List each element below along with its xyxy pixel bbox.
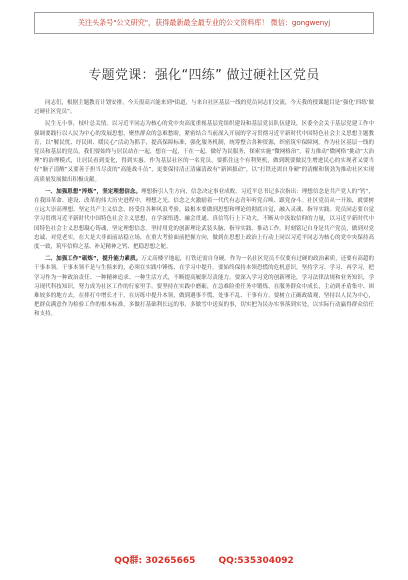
paragraph-intro: 同志们，根据主题教育计划安排，今天很高兴能来到*街道，与来自社区基层一线的党员同志们交流，今天我的授课题目是“强化‘四练’做过硬社区党员”。 (34, 100, 374, 116)
section-2-body: 万丈高楼平地起，打铁还需自身硬。作为一名社区党员不仅要有过硬的政治素质，还要有高超的干事本领。干事本领不是与生俱来的，必须在实践中锤炼、在学习中提升。要始终保持本领恐慌的危机意识，坚持学习、学习、再学习，把学习作为一种政治责任、一种精神追求、一种生活方式，不断提高履职尽责能力。要深入学习党的创新理论，学习法律法规和业务知识，学习现代科技知识，努力成为社区工作的行家里手。要坚持在实践中磨砺，在急难险重任务中锻炼，在服务群众中成长，主动到矛盾集中、困难较多的地方去，在摔打中增长才干，在历练中提升本领，做到遇事不慌、处事不乱、干事有方。要树立正确政绩观，坚持以人民为中心，把群众满意作为检验工作的根本标准，多做打基础利长远的事，多做雪中送炭的事，切实把为民办实事落到实处，以实际行动赢得群众信任和支持。 (34, 256, 374, 318)
document-title: 专题党课：强化“四练” 做过硬社区党员 (88, 68, 320, 83)
footer-qq-group: QQ群: 30265665 (114, 556, 196, 566)
top-banner (34, 12, 374, 34)
section-2 (34, 255, 374, 319)
section-1-heading: 一、加强思想“淬炼”，坚定理想信念。 (45, 188, 141, 195)
section-1 (34, 188, 374, 252)
banner-text: 关注头条号"公文研究"，获得最新最全最专业的公文资料库！ 微信：gongwenyj (77, 18, 331, 27)
document-body (34, 58, 374, 323)
section-2-heading: 二、加强工作“砺炼”，提升能力素质。 (45, 256, 142, 263)
footer-qq: QQ:535304092 (218, 556, 294, 566)
footer-contact (0, 553, 408, 566)
paragraph-background: 民生无小事，枝叶总关情。以习近平同志为核心的党中央高度重视基层党组织建设和基层党员队伍建设，区委全会关于基层党建工作中强调要践行以人民为中心的发展思想，聚焦群众的急难愁盼，紧密结合当前深入开展的学习贯彻习近平新时代中国特色社会主义思想主题教育，以“解民忧、纾民困、暖民心”活动为抓手，提高保障标准，强化服务机制，统筹整合各种资源，织密筑牢保障网。作为社区基层一线的党员和基层的党员，我们要始终与居民站在一起，想在一起，干在一起，做好为民服务，探索实施“微网格治”，着力推动“微网格”挑动“大治理”的治理模式，让居民看到变化，得到实惠。作为基层社区的一名党员，要抓住这个有利契机，做到既要做民生增进民心的实现者又要当好“脑子清醒”又要善于担当尽责的“高能战斗员”，更要保持清正清廉清政有“新困拔动”，以“打铁还需自身硬”的清醒和韧劲为推动社区实现高质量发展做出积极贡献。 (34, 121, 374, 183)
section-1-body: 理想指引人生方向，信念决定事业成败。习近平总书记多次指出：理想信念是共产党人的“钙”，在我国革命、建设、改革的伟大历史进程中，理想之光、信念之火激励着一代代有志青年听党召唤、跟党奋斗。社区党员从一开始，就要树立远大崇高理想。坚定共产主义信念，经受住各种风浪考验，最根本要做到思想和理论的彻底自觉，融入灵魂、指导实践。党员同志要自觉学习贯彻习近平新时代中国特色社会主义思想，在学深悟透、融会贯通、真信笃行上下功夫，不断从中汲取信仰的力量，以习近平新时代中国特色社会主义思想凝心铸魂，坚定理想信念。坚持用党的创新理论武装头脑、指导实践、推动工作。时刻铭记自身是共产党员，做到对党忠诚、对党老实，在大是大非面前站稳立场，在重大考验面前把握方向，做到在思想上政治上行动上同以习近平同志为核心的党中央保持高度一致，筑牢信仰之基、补足精神之钙、把稳思想之舵。 (34, 188, 374, 251)
